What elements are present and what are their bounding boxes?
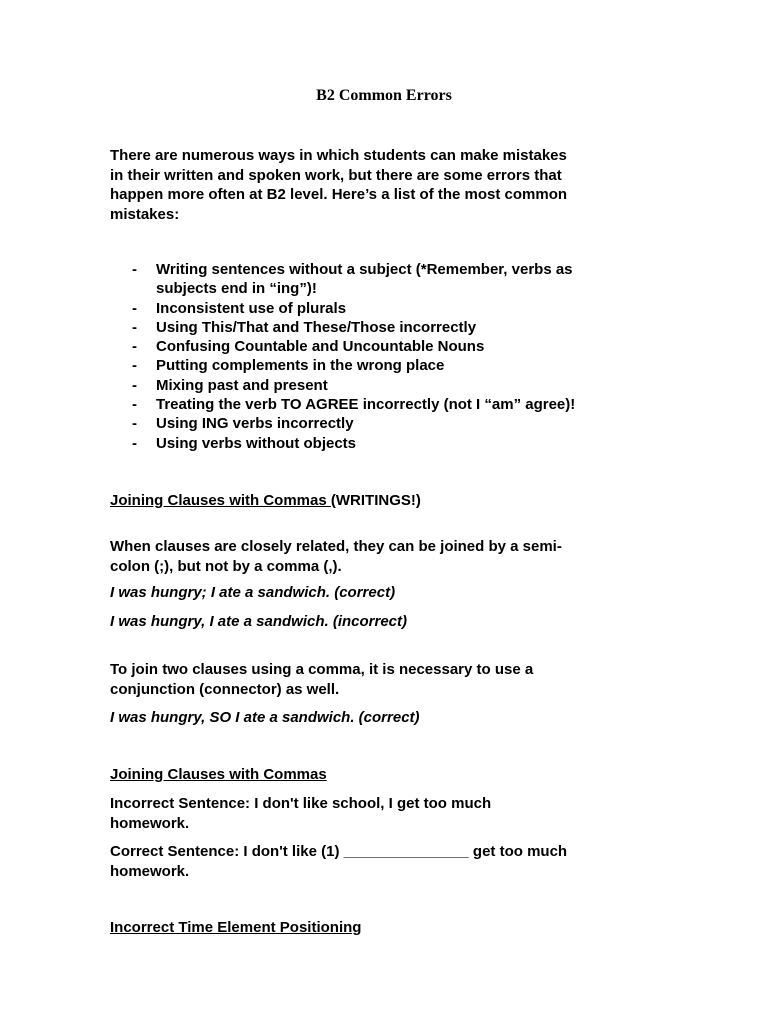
paragraph-line: conjunction (connector) as well. [110, 680, 340, 698]
list-item-text: subjects end in “ing”)! [156, 280, 317, 298]
list-item [110, 318, 670, 337]
list-item [110, 337, 670, 356]
list-item [110, 395, 670, 414]
paragraph-line: Correct Sentence: I don't like (1) _______________ get too much [110, 843, 568, 860]
intro-line: happen more often at B2 level. Here’s a list of the most common [110, 186, 568, 203]
incorrect-sentence [110, 794, 670, 833]
paragraph-line: Incorrect Sentence: I don't like school, I get too much [110, 795, 492, 812]
list-item [110, 299, 670, 318]
list-item [110, 414, 670, 433]
paragraph-line: homework. [110, 814, 190, 832]
example-sentence: I was hungry, I ate a sandwich. (incorrect) [110, 613, 408, 630]
paragraph-conjunction-rule [110, 660, 670, 699]
list-item-text: Using verbs without objects [156, 434, 357, 452]
bullet-dash: - [132, 261, 137, 278]
bullet-dash: - [132, 318, 137, 336]
paragraph-line: colon (;), but not by a comma (,). [110, 557, 342, 575]
paragraph-semicolon-rule [110, 537, 670, 576]
list-item-text: Using This/That and These/Those incorrectly [156, 318, 477, 336]
paragraph-line: When clauses are closely related, they can be joined by a semi- [110, 538, 562, 555]
paragraph-line: homework. [110, 862, 190, 880]
intro-line: There are numerous ways in which students can make mistakes [110, 147, 567, 164]
list-item-text: Mixing past and present [156, 376, 328, 394]
section-heading-underlined: Joining Clauses with Commas [110, 492, 331, 509]
bullet-dash: - [132, 357, 137, 375]
correct-sentence-exercise [110, 842, 670, 881]
list-item-text: Putting complements in the wrong place [156, 357, 445, 375]
section-heading: Incorrect Time Element Positioning [110, 919, 362, 936]
example-sentence: I was hungry; I ate a sandwich. (correct) [110, 584, 396, 601]
intro-line: in their written and spoken work, but there are some errors that [110, 166, 562, 184]
intro-line: mistakes: [110, 205, 180, 223]
list-item [110, 434, 670, 453]
section-heading [110, 491, 670, 511]
list-item [110, 356, 670, 375]
list-item [110, 260, 670, 299]
list-item-text: Inconsistent use of plurals [156, 299, 347, 317]
section-heading: Joining Clauses with Commas [110, 766, 327, 783]
bullet-dash: - [132, 415, 137, 433]
common-mistakes-list [110, 260, 670, 453]
document-title: B2 Common Errors [316, 87, 452, 104]
list-item [110, 376, 670, 395]
bullet-dash: - [132, 376, 137, 394]
list-item-text: Using ING verbs incorrectly [156, 415, 354, 433]
paragraph-line: To join two clauses using a comma, it is necessary to use a [110, 661, 534, 678]
bullet-dash: - [132, 299, 137, 317]
bullet-dash: - [132, 434, 137, 452]
bullet-dash: - [132, 396, 137, 414]
intro-paragraph [110, 146, 670, 224]
bullet-dash: - [132, 338, 137, 356]
list-item-text: Treating the verb TO AGREE incorrectly (not I “am” agree)! [156, 396, 576, 414]
list-item-text: Confusing Countable and Uncountable Nouns [156, 338, 485, 356]
section-heading-note: (WRITINGS!) [330, 492, 421, 509]
example-sentence: I was hungry, SO I ate a sandwich. (correct) [110, 709, 420, 726]
list-item-text: Writing sentences without a subject (*Remember, verbs as [156, 261, 573, 278]
